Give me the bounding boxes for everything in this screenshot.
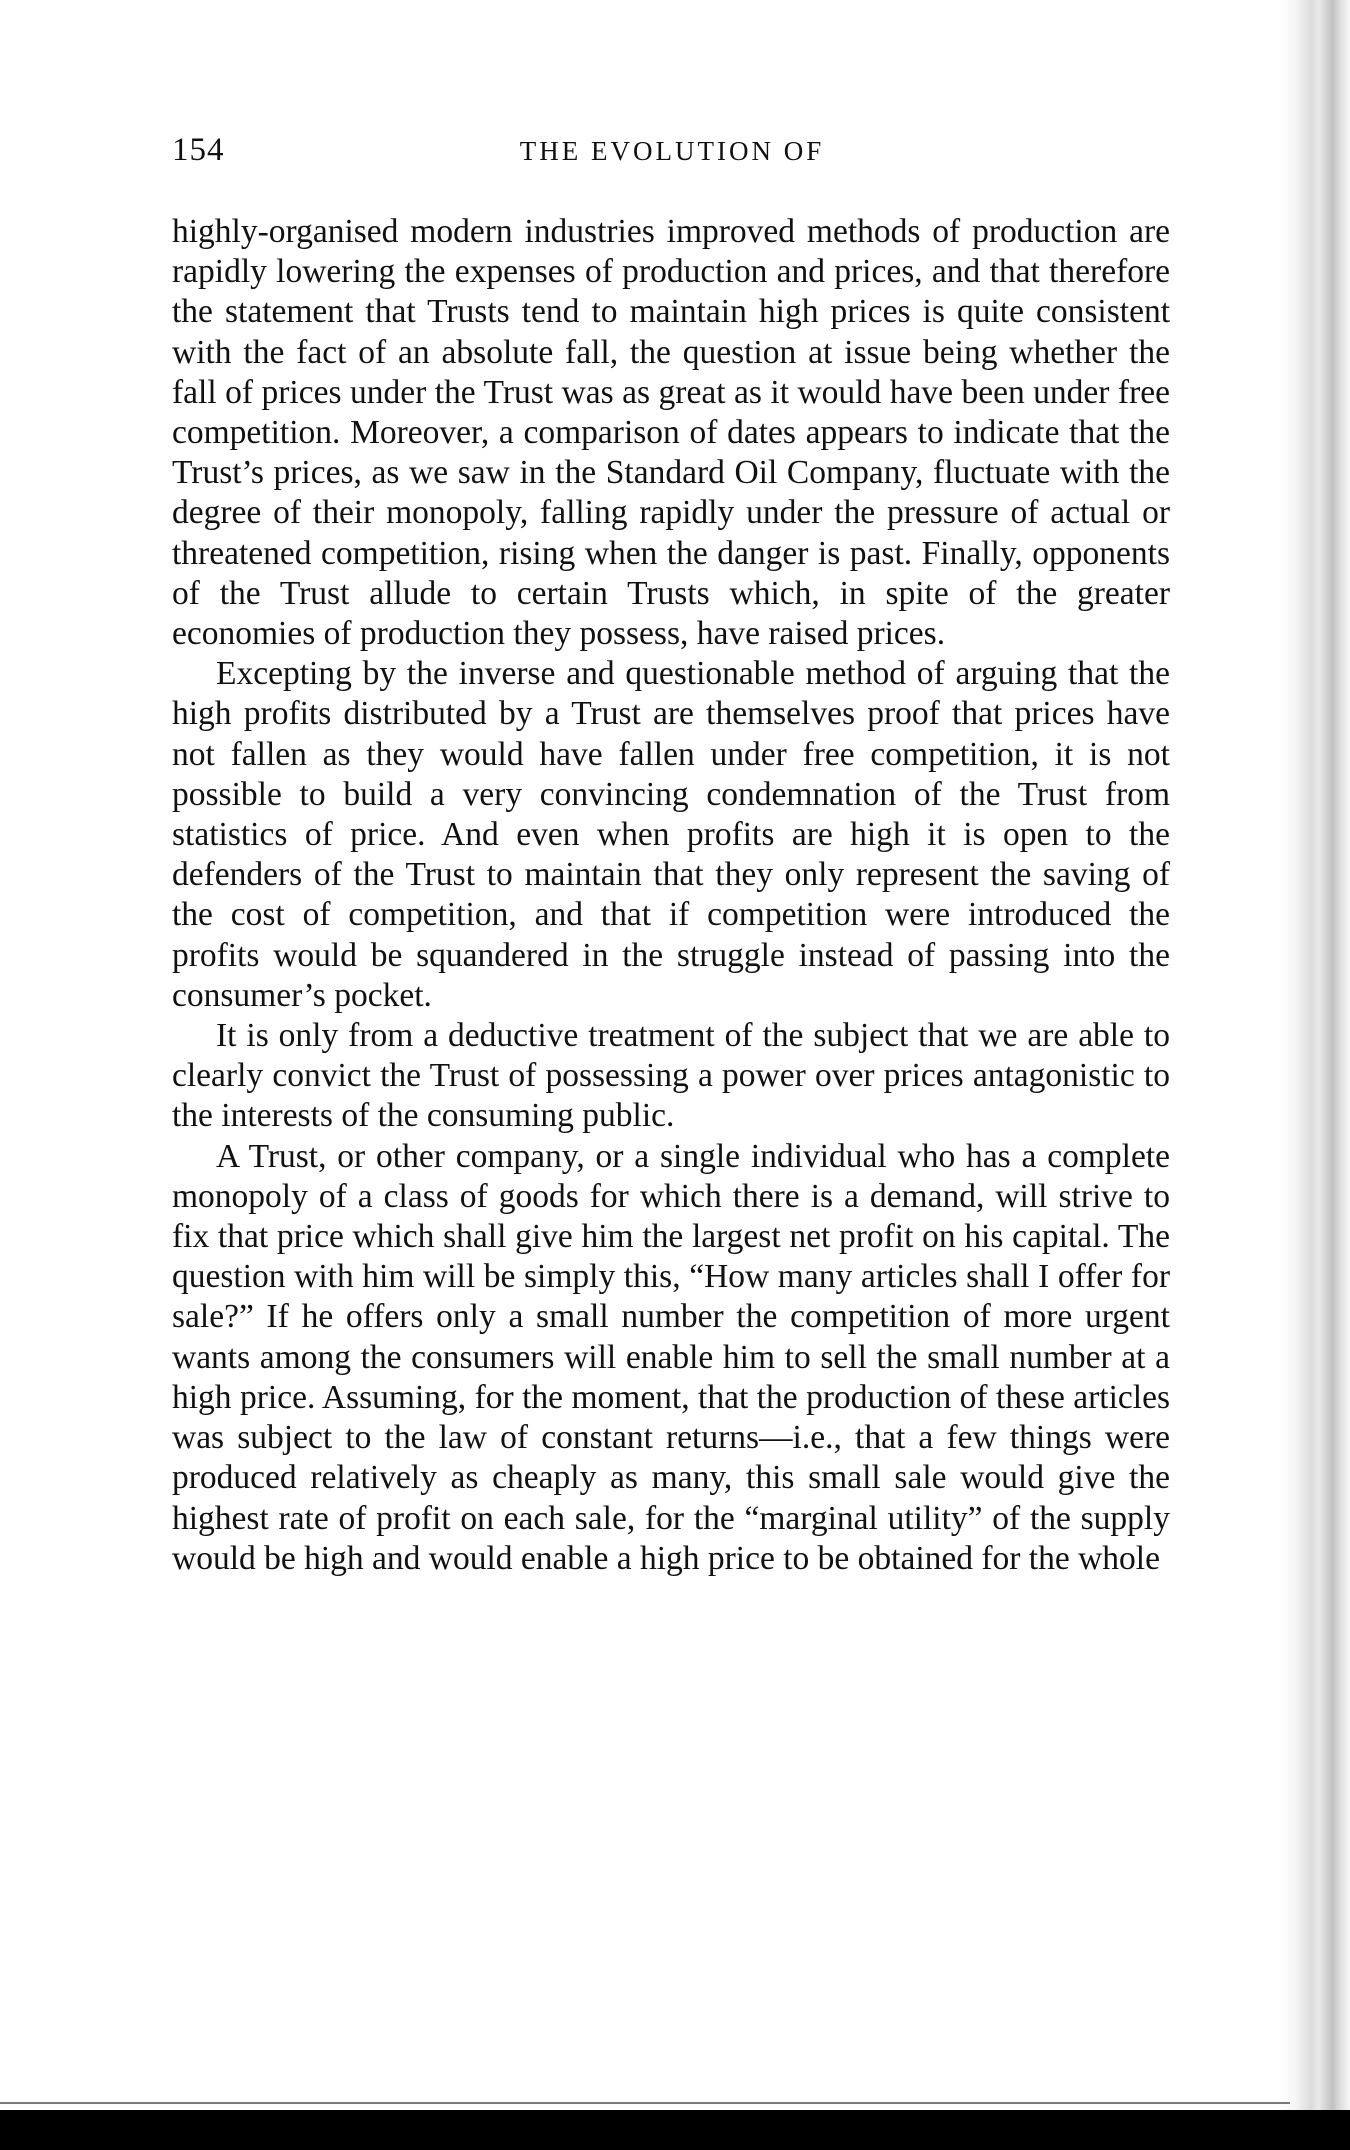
paragraph-4: A Trust, or other company, or a single individual who has a complete monopoly of a class of goods for which there is a demand, will strive to fix that price which shall give him the largest net profit on his capital. The question with him will be simply this, “How many articles shall I offer for sale?” If he offers only a small number the competition of more urgent wants among the consumers will enable him to sell the small number at a high price. Assuming, for the moment, that the production of these articles was subject to the law of constant returns—i.e., that a few things were produced relatively as cheaply as many, this small sale would give the highest rate of profit on each sale, for the “marginal utility” of the supply would be high and would enable a high price to be obtained for the whole bbox=[172, 1137, 1170, 1577]
paragraph-3: It is only from a deductive treatment of the subject that we are able to clearly convict the Trust of possessing a power over prices antagonistic to the interests of the consuming public. bbox=[172, 1017, 1170, 1135]
running-head bbox=[172, 132, 1172, 182]
page-number: 154 bbox=[172, 132, 225, 168]
scan-bottom-band bbox=[0, 2110, 1350, 2150]
paragraph-1: highly-organised modern industries improved methods of production are rapidly lowering the expenses of production and prices, and that therefore the statement that Trusts tend to maintain high prices is quite consistent with the fact of an absolute fall, the question at issue being whether the fall of prices under the Trust was as great as it would have been under free competition. Moreover, a comparison of dates appears to indicate that the Trust’s prices, as we saw in the Standard Oil Company, fluctuate with the degree of their monopoly, falling rapidly under the pressure of actual or threatened competition, rising when the danger is past. Finally, opponents of the Trust allude to certain Trusts which, in spite of the greater economies of production they possess, have raised prices. bbox=[172, 213, 1170, 653]
page-header-title: THE EVOLUTION OF bbox=[519, 136, 825, 166]
bottom-rule bbox=[0, 2102, 1290, 2104]
body-text bbox=[172, 212, 1170, 1579]
page-edge-shadow bbox=[1280, 0, 1350, 2150]
paragraph-2: Excepting by the inverse and questionable method of arguing that the high profits distributed by a Trust are themselves proof that prices have not fallen as they would have fallen under free competition, it is not possible to build a very convincing condemnation of the Trust from statistics of price. And even when profits are high it is open to the defenders of the Trust to maintain that they only represent the saving of the cost of competition, and that if competition were introduced the profits would be squandered in the struggle instead of passing into the consumer’s pocket. bbox=[172, 655, 1170, 1014]
